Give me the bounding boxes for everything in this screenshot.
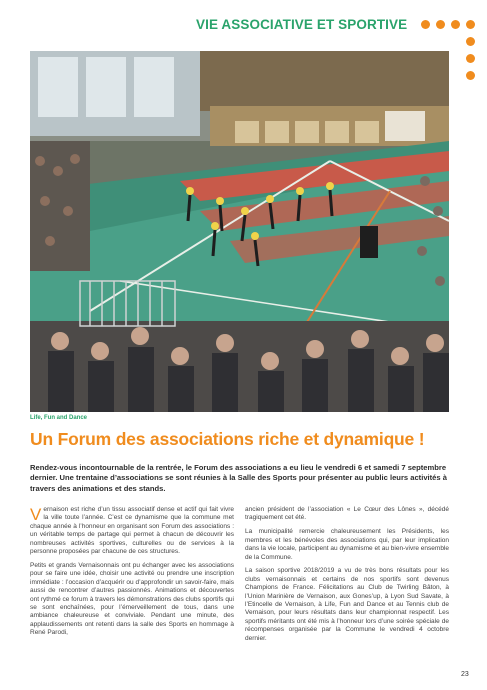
dot-icon (466, 37, 475, 46)
page-number: 23 (461, 671, 469, 678)
photo-illustration (30, 51, 449, 412)
paragraph: Petits et grands Vernaisonnais ont pu échanger avec les associations pour se faire une idée, choisir une activité ou prendre une inscription immédiate : l’occasion d’acquérir ou d’approfondir un savoir-faire, mais aussi de rencontrer d’autres passionnés. Animations et découvertes ont rythmé ce forum à travers les démonstrations des clubs sportifs qui se sont enchaînées, pour l’émerveillement de tous, dans une ambiance chaleureuse et conviviale. Pendant une minute, des applaudissements ont retenti dans la salle des Sports en hommage à René Parodi, (30, 561, 234, 637)
article-intro: Rendez-vous incontournable de la rentrée, le Forum des associations a eu lieu le vendredi 6 et samedi 7 septembre dernier. Une trentaine d’associations se sont réunies à la Salle des Sports pour présenter au public leurs activités à travers des animations et des stands. (30, 463, 447, 493)
article-headline: Un Forum des associations riche et dynamique ! (30, 429, 425, 449)
dot-icon (451, 20, 460, 29)
photo-caption: Life, Fun and Dance (30, 415, 88, 421)
gymnasium-dance-photo (30, 51, 449, 412)
dot-icon (466, 20, 475, 29)
paragraph: ancien président de l’association « Le Cœur des Lônes », décédé tragiquement cet été. (245, 506, 449, 522)
section-title: VIE ASSOCIATIVE ET SPORTIVE (196, 17, 408, 32)
article-column-right (245, 506, 449, 649)
article-column-left (30, 506, 234, 643)
dot-icon (466, 54, 475, 63)
paragraph: La saison sportive 2018/2019 a vu de très bons résultats pour les clubs vernaisonnais et certains de nos sportifs sont devenus Champions de France. Félicitations au Club de Twirling Bâton, à l’Union Marinière de Vernaison, aux Gones’up, à Lyon Sud Savate, à l’Etincelle de Vernaison, à Life, Fun and Dance et au Tennis club de Vernaison, pour leurs résultats dans leur championnat respectif. Les sportifs méritants ont été mis à l’honneur lors d’une soirée spéciale de récompenses organisée par la Commune le vendredi 4 octobre dernier. (245, 567, 449, 642)
dropcap: V (30, 505, 42, 524)
dot-icon (421, 20, 430, 29)
paragraph (30, 506, 234, 556)
paragraph-text: ernaison est riche d’un tissu associatif dense et actif qui fait vivre la ville toute l’année. C’est ce dynamisme que la commune met chaque année à l’honneur en organisant son Forum des associations : un véritable temps de partage qui permet à chacun de découvrir les nombreuses activités sportives, culturelles ou de services à la personne proposées par chacune de ces structures. (30, 506, 234, 556)
dot-icon (466, 71, 475, 80)
dot-icon (436, 20, 445, 29)
paragraph: La municipalité remercie chaleureusement les Présidents, les membres et les bénévoles des associations qui, par leur implication dans la vie locale, participent au dynamisme et au bien-vivre ensemble de la Commune. (245, 528, 449, 561)
